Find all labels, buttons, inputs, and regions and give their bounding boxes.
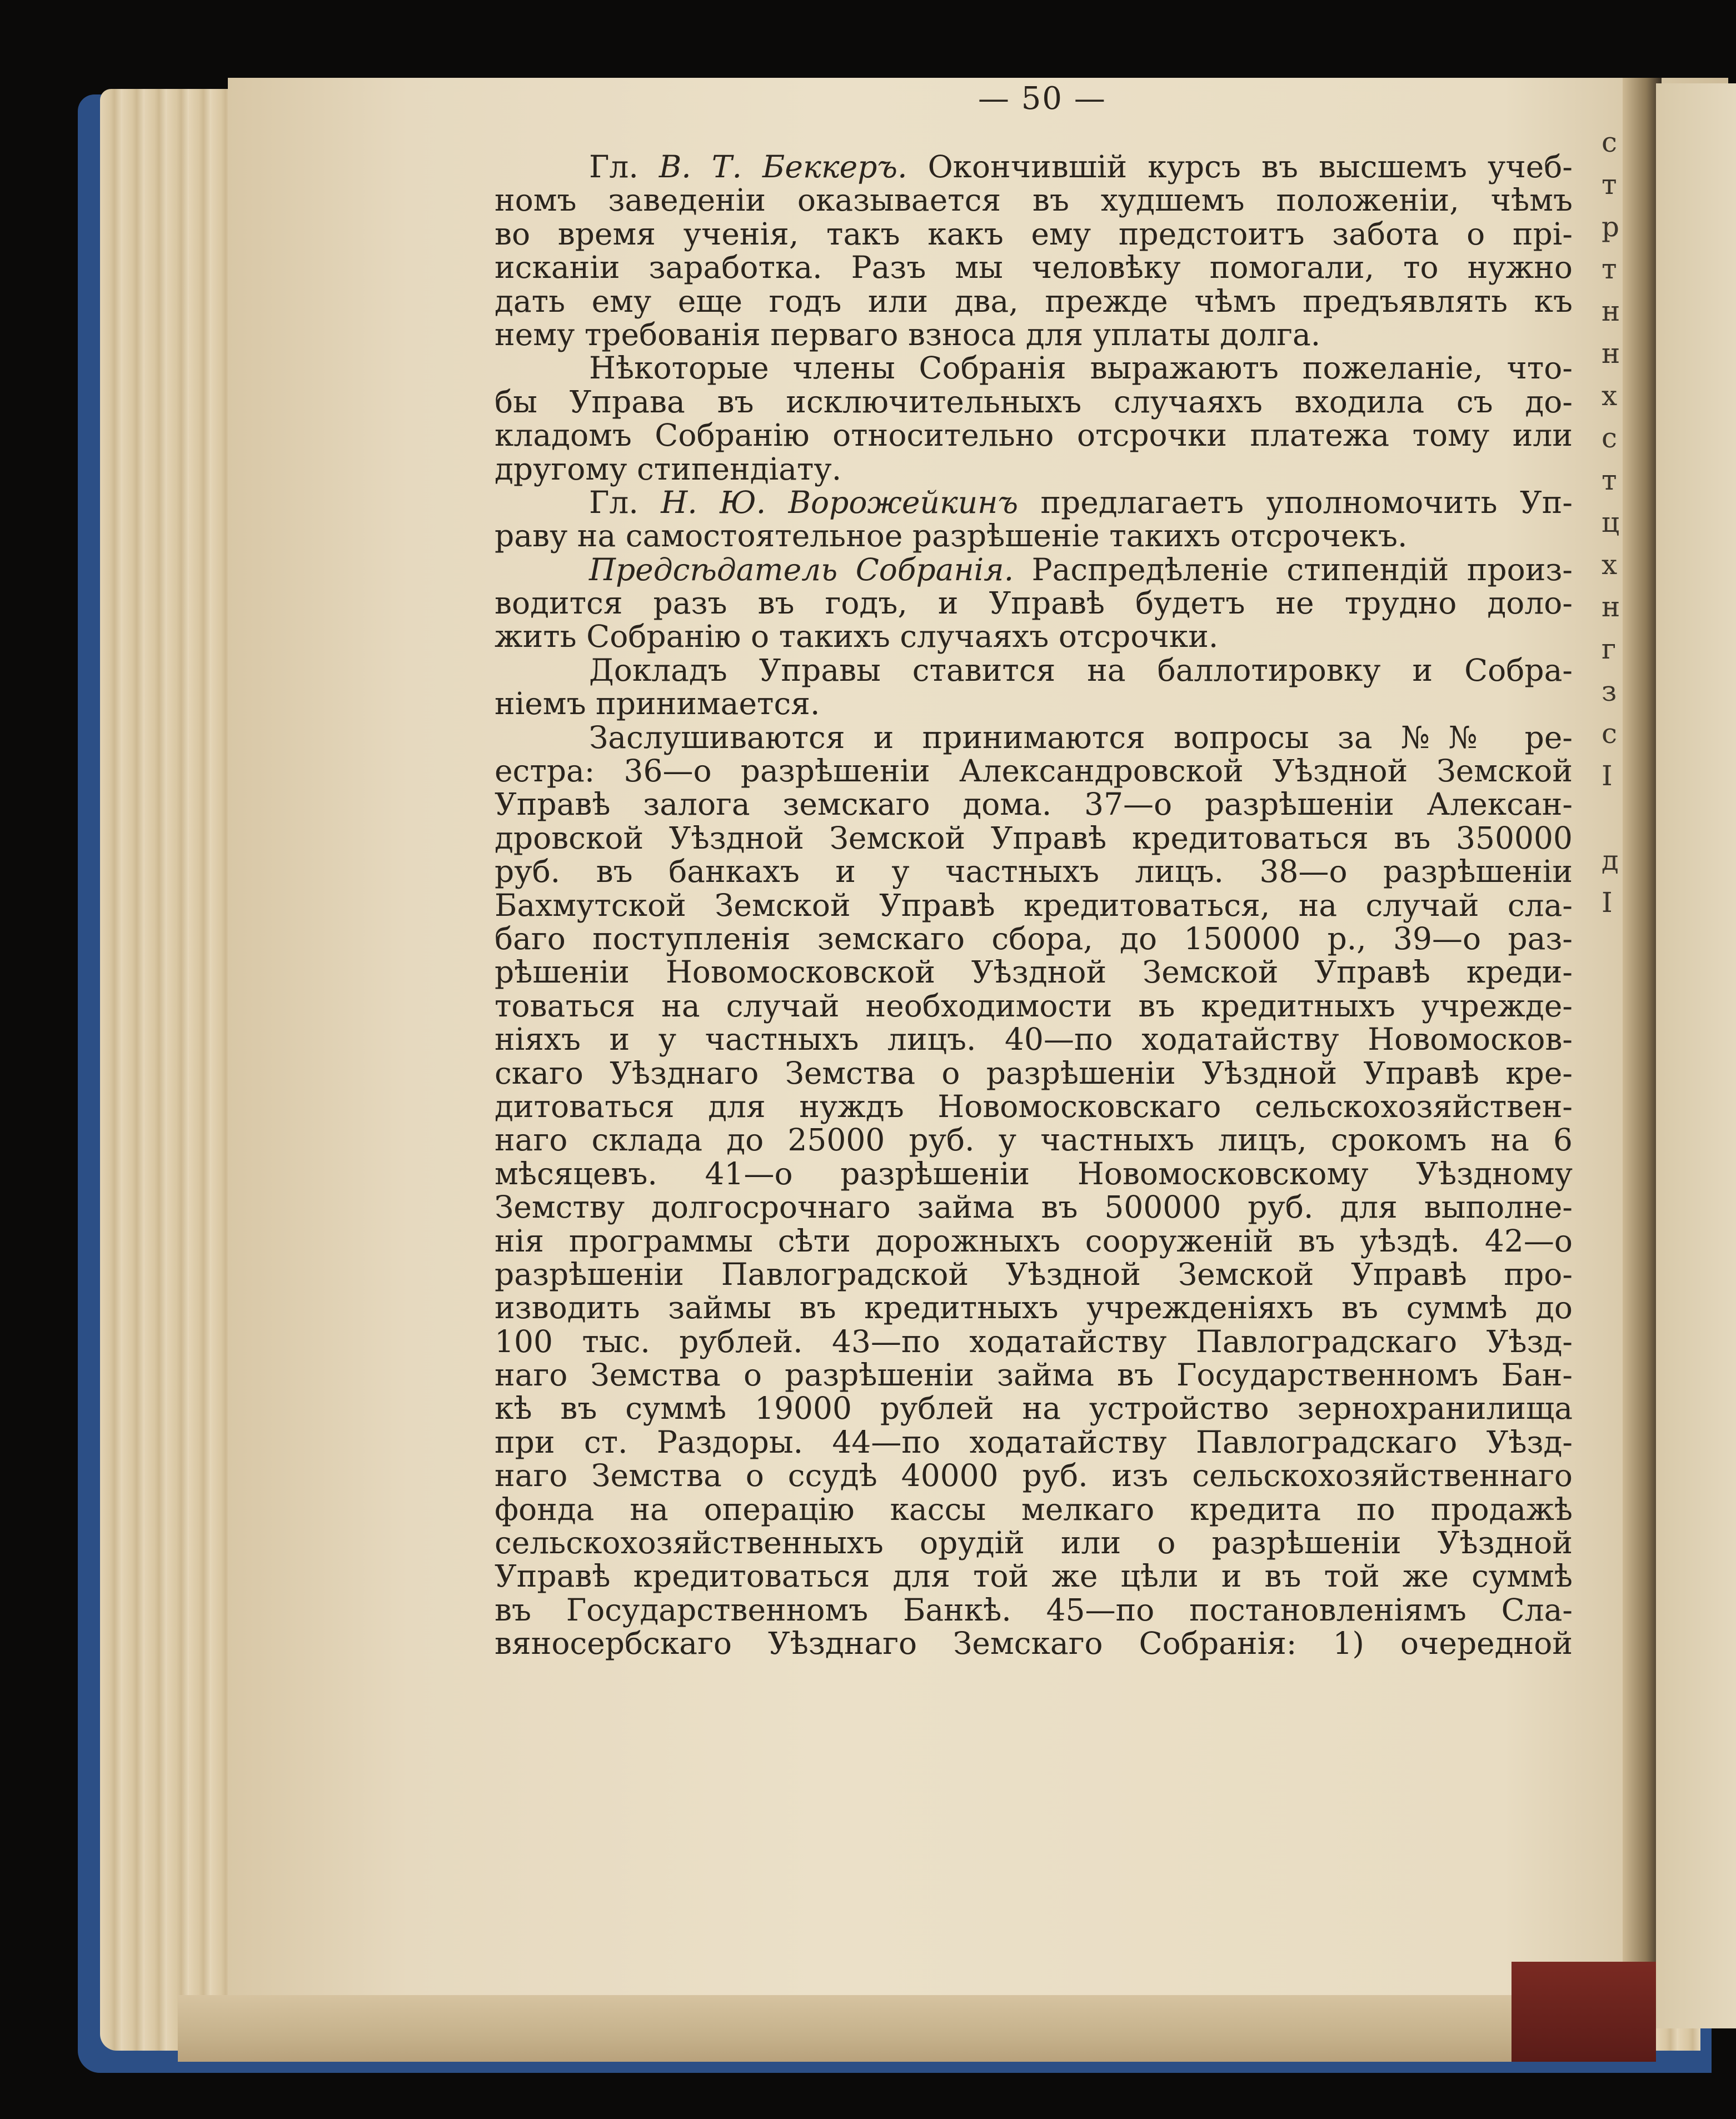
page-number: — 50 — (978, 81, 1106, 117)
right-page-letter: с (1602, 126, 1618, 158)
text-line: бы Управа въ исключительныхъ случаяхъ входила съ до- (495, 383, 1573, 420)
text-line: наго склада до 25000 руб. у частныхъ лицъ, срокомъ на 6 (495, 1122, 1573, 1158)
text-line: ніемъ принимается. (495, 686, 820, 722)
text-line: нему требованія перваго взноса для уплаты долга. (495, 316, 1321, 352)
text-line: руб. въ банкахъ и у частныхъ лицъ. 38—о разрѣшеніи (495, 854, 1573, 890)
text-line: рѣшеніи Новомосковской Уѣздной Земской Управѣ креди- (495, 954, 1573, 990)
page-text (495, 150, 1573, 1661)
text-line: Нѣкоторые члены Собранія выражаютъ пожеланіе, что- (589, 350, 1573, 386)
right-page-letter: т (1602, 253, 1617, 285)
text-line: Докладъ Управы ставится на баллотировку и Собра- (589, 652, 1573, 688)
text-line: Земству долгосрочнаго займа въ 500000 руб. для выполне- (495, 1189, 1573, 1225)
text-line: въ Государственномъ Банкѣ. 45—по постановленіямъ Сла- (495, 1592, 1573, 1628)
right-page-letter: с (1602, 717, 1618, 750)
text-line: Гл. Н. Ю. Ворожейкинъ предлагаетъ уполномочить Уп- (589, 484, 1573, 520)
page-bottom-edges (178, 1995, 1645, 2062)
right-page-letter: д (1602, 844, 1619, 876)
text-line: раву на самостоятельное разрѣшеніе такихъ отсрочекъ. (495, 518, 1408, 554)
text-line: водится разъ въ годъ, и Управѣ будетъ не трудно доло- (495, 585, 1573, 621)
text-line: 100 тыс. рублей. 43—по ходатайству Павлоградскаго Уѣзд- (495, 1323, 1573, 1359)
text-line: дать ему еще годъ или два, прежде чѣмъ предъявлять къ (495, 283, 1573, 319)
text-line: кладомъ Собранію относительно отсрочки платежа тому или (495, 417, 1573, 453)
text-line: товаться на случай необходимости въ кредитныхъ учрежде- (495, 988, 1573, 1024)
text-line: Заслушиваются и принимаются вопросы за №№ ре- (589, 719, 1573, 755)
text-line: Управѣ залога земскаго дома. 37—о разрѣшеніи Алексан- (495, 786, 1573, 822)
text-line: исканіи заработка. Разъ мы человѣку помогали, то нужно (495, 250, 1573, 286)
text-line: при ст. Раздоры. 44—по ходатайству Павлоградскаго Уѣзд- (495, 1424, 1573, 1460)
text-line: наго Земства о ссудѣ 40000 руб. изъ сельскохозяйственнаго (495, 1458, 1573, 1494)
text-line: разрѣшеніи Павлоградской Уѣздной Земской Управѣ про- (495, 1256, 1573, 1292)
right-page-letter: г (1602, 633, 1617, 665)
text-line: скаго Уѣзднаго Земства о разрѣшеніи Уѣздной Управѣ кре- (495, 1055, 1573, 1091)
text-line: кѣ въ суммѣ 19000 рублей на устройство зернохранилища (495, 1390, 1573, 1427)
text-line: изводить займы въ кредитныхъ учрежденіяхъ въ суммѣ до (495, 1290, 1573, 1326)
text-line: жить Собранію о такихъ случаяхъ отсрочки. (495, 619, 1219, 655)
text-line: другому стипендіату. (495, 451, 842, 487)
right-page-letter: с (1602, 422, 1618, 454)
right-page-letter (1602, 797, 1652, 839)
text-line: наго Земства о разрѣшеніи займа въ Государственномъ Бан- (495, 1357, 1573, 1393)
text-line: Бахмутской Земской Управѣ кредитоваться, на случай сла- (495, 887, 1573, 923)
right-page-letter: р (1602, 211, 1620, 243)
right-page (1656, 83, 1736, 2028)
right-page-letter: н (1602, 295, 1620, 327)
text-line: вяносербскаго Уѣзднаго Земскаго Собранія: 1) очередной (495, 1626, 1573, 1662)
text-line: Управѣ кредитоваться для той же цѣли и въ той же суммѣ (495, 1558, 1573, 1594)
text-line: дровской Уѣздной Земской Управѣ кредитоваться въ 350000 (495, 820, 1573, 856)
text-line: ніяхъ и у частныхъ лицъ. 40—по ходатайству Новомосков- (495, 1021, 1573, 1058)
right-page-letter: ц (1602, 506, 1620, 539)
right-page-text (1602, 121, 1652, 924)
text-line: мѣсяцевъ. 41—о разрѣшеніи Новомосковскому Уѣздному (495, 1155, 1573, 1191)
text-line: Гл. В. Т. Беккеръ. Окончившій курсъ въ высшемъ учеб- (589, 149, 1573, 185)
text-line: естра: 36—о разрѣшеніи Александровской Уѣздной Земской (495, 753, 1573, 789)
text-line: дитоваться для нуждъ Новомосковскаго сельскохозяйствен- (495, 1088, 1573, 1124)
right-page-letter: х (1602, 380, 1618, 412)
right-page-letter: х (1602, 549, 1618, 581)
right-page-letter: I (1602, 886, 1613, 919)
text-line: баго поступленія земскаго сбора, до 150000 р., 39—о раз- (495, 920, 1573, 956)
text-line: фонда на операцію кассы мелкаго кредита по продажѣ (495, 1491, 1573, 1527)
right-page-letter: т (1602, 168, 1617, 201)
right-page-letter: н (1602, 337, 1620, 370)
text-line: нія программы сѣти дорожныхъ сооруженій въ уѣздѣ. 42—о (495, 1223, 1573, 1259)
text-line: Предсѣдатель Собранія. Распредѣленіе стипендій произ- (589, 551, 1573, 587)
text-line: сельскохозяйственныхъ орудій или о разрѣшеніи Уѣздной (495, 1525, 1573, 1561)
red-bookmark (1511, 1962, 1656, 2062)
text-line: номъ заведеніи оказывается въ худшемъ положеніи, чѣмъ (495, 182, 1573, 218)
right-page-letter: н (1602, 591, 1620, 623)
right-page-letter: т (1602, 464, 1617, 496)
text-line: во время ученія, такъ какъ ему предстоитъ забота о прі- (495, 216, 1573, 252)
right-page-letter: I (1602, 760, 1613, 792)
right-page-letter: з (1602, 675, 1617, 707)
